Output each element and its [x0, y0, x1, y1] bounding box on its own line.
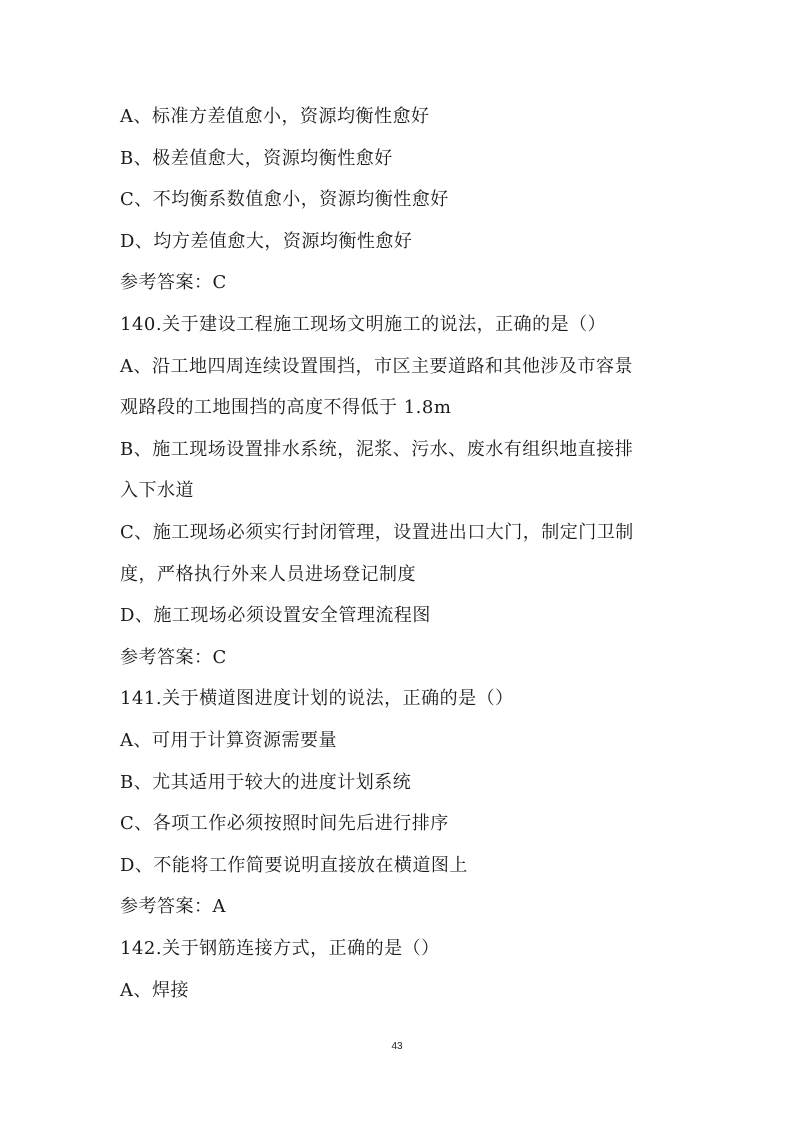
- option-d-q140: D、施工现场必须设置安全管理流程图: [120, 605, 431, 626]
- answer-q140: 参考答案：C: [120, 647, 227, 668]
- page-number: 43: [391, 1041, 403, 1052]
- option-b-q141: B、尤其适用于较大的进度计划系统: [120, 772, 412, 793]
- option-b-q140: B、施工现场设置排水系统，泥浆、污水、废水有组织地直接排: [120, 439, 634, 460]
- option-b-q140-continued: 入下水道: [120, 480, 194, 501]
- option-a-q140: A、沿工地四周连续设置围挡，市区主要道路和其他涉及市容景: [120, 356, 633, 377]
- option-b-q139: B、极差值愈大，资源均衡性愈好: [120, 148, 393, 169]
- option-c-q139: C、不均衡系数值愈小，资源均衡性愈好: [120, 189, 449, 210]
- answer-q139: 参考答案：C: [120, 272, 227, 293]
- option-d-q141: D、不能将工作简要说明直接放在横道图上: [120, 855, 468, 876]
- option-a-q139: A、标准方差值愈小，资源均衡性愈好: [120, 106, 430, 127]
- answer-q141: 参考答案：A: [120, 896, 226, 917]
- option-c-q141: C、各项工作必须按照时间先后进行排序: [120, 813, 449, 834]
- question-142: 142.关于钢筋连接方式，正确的是（）: [120, 938, 440, 959]
- option-d-q139: D、均方差值愈大，资源均衡性愈好: [120, 231, 413, 252]
- option-a-q141: A、可用于计算资源需要量: [120, 730, 337, 751]
- option-c-q140-continued: 度，严格执行外来人员进场登记制度: [120, 564, 416, 585]
- question-141: 141.关于横道图进度计划的说法，正确的是（）: [120, 688, 514, 709]
- option-a-q142: A、焊接: [120, 980, 189, 1001]
- option-a-q140-continued: 观路段的工地围挡的高度不得低于 1.8m: [120, 397, 452, 418]
- option-c-q140: C、施工现场必须实行封闭管理，设置进出口大门，制定门卫制: [120, 522, 634, 543]
- question-140: 140.关于建设工程施工现场文明施工的说法，正确的是（）: [120, 314, 607, 335]
